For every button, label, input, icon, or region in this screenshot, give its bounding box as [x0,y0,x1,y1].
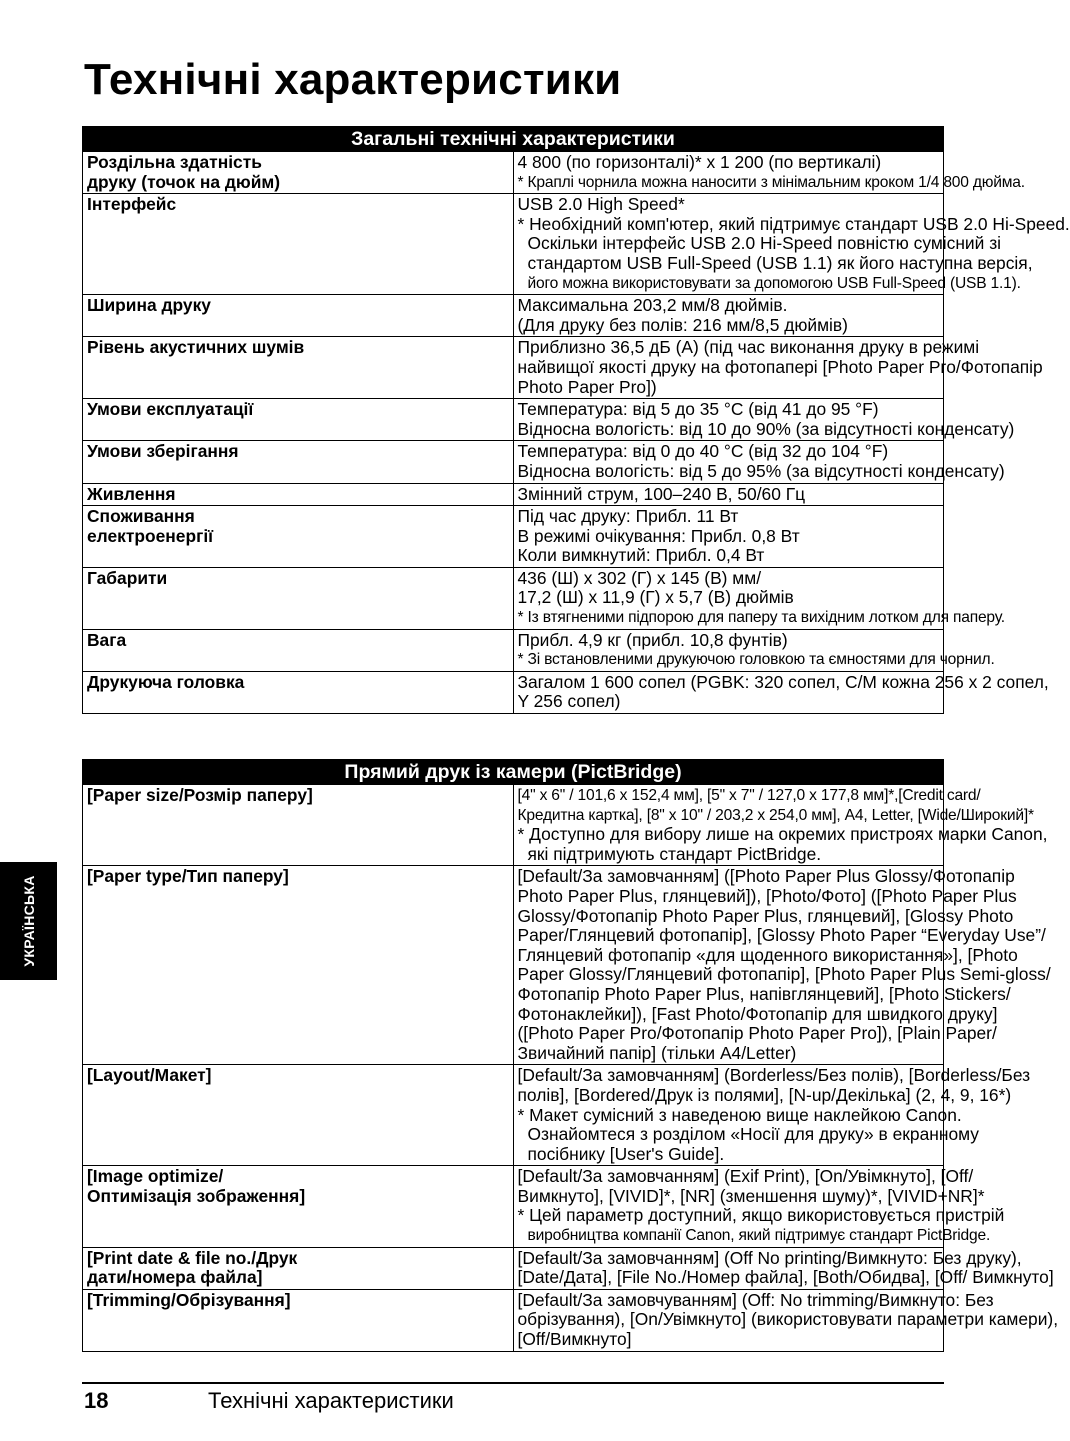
spec-value-line: (Для друку без полів: 216 мм/8,5 дюймів) [517,314,848,335]
spec-value-line: Коли вимкнутий: Прибл. 0,4 Вт [517,545,765,566]
spec-value [513,152,1025,194]
spec-value-line: Y 256 сопел) [517,691,621,712]
footer-title: Технічні характеристики [208,1388,454,1413]
spec-value-line: Температура: від 0 до 40 °C (від 32 до 104 °F) [517,441,889,462]
spec-label [83,785,514,866]
spec-value-line: Photo Paper Pro]) [517,376,657,397]
spec-footnote: Ознайомтеся з розділом «Носії для друку» в екранному [527,1124,979,1145]
spec-value [513,1247,1054,1289]
spec-value-line: Вимкнуто], [VIVID]*, [NR] (зменшення шуму)*, [VIVID+NR]* [517,1185,985,1206]
spec-label-line: [Print date & file no./Друк [87,1247,298,1268]
spec-footnote: * Із втягненими підпорою для паперу та вихідним лотком для паперу. [517,609,1005,627]
spec-value [513,785,1048,866]
spec-value [513,671,1049,713]
spec-value-line: полів], [Bordered/Друк із полями], [N-up/Декілька] (2, 4, 9, 16*) [517,1084,1012,1105]
spec-label-line: Друкуюча головка [87,671,245,692]
spec-row [83,866,944,1065]
spec-footnote: * Краплі чорнила можна наносити з мінімальним кроком 1/4 800 дюйма. [517,173,1025,191]
spec-value-line: Фотопапір Photo Paper Plus, напівглянцевий], [Photo Stickers/ [517,983,1011,1004]
spec-label [83,1166,514,1247]
spec-value-line: Фотонаклейки]), [Fast Photo/Фотопапір для швидкого друку] [517,1003,998,1024]
spec-footnote: * Доступно для вибору лише на окремих пристроях марки Canon, [517,824,1048,845]
spec-label [83,1247,514,1289]
spec-value [513,1065,1031,1166]
spec-label [83,629,514,671]
spec-label-line: [Paper size/Розмір паперу] [87,785,313,805]
spec-value [513,483,944,506]
spec-label-line: [Image optimize/ [87,1166,224,1187]
spec-value-line: [Default/За замовчанням] (Off No printing/Вимкнуто: Без друку), [517,1247,1022,1268]
spec-value-line: Photo Paper Plus, глянцевий]), [Photo/Фото] ([Photo Paper Plus [517,885,1017,906]
table-header: Прямий друк із камери (PictBridge) [83,760,944,785]
spec-value [513,295,944,337]
spec-value-line: ([Photo Paper Pro/Фотопапір Photo Paper Pro]), [Plain Paper/ [517,1023,997,1044]
language-side-tab [0,862,57,980]
spec-label [83,399,514,441]
spec-value-line: [Default/За замовчанням] ([Photo Paper Plus Glossy/Фотопапір [517,866,1015,887]
spec-value-line: Звичайний папір] (тільки A4/Letter) [517,1042,797,1063]
spec-label-line: Рівень акустичних шумів [87,337,305,358]
spec-value [513,866,1051,1065]
spec-label-line: Оптимізація зображення] [87,1185,306,1206]
spec-row [83,337,944,399]
spec-footnote: Оскільки інтерфейс USB 2.0 Hi-Speed повністю сумісний зі [527,233,1002,254]
spec-footnote: * Зі встановленими друкуючою головкою та ємностями для чорнил. [517,651,995,669]
spec-label [83,506,514,568]
spec-row [83,1289,944,1351]
spec-label [83,866,514,1065]
spec-value [513,1166,1005,1247]
spec-value-line: [Default/За замовчуванням] (Off: No trimming/Вимкнуто: Без [517,1289,994,1310]
spec-row [83,483,944,506]
spec-value [513,194,1070,295]
spec-label [83,295,514,337]
spec-value-line: [Date/Дата], [File No./Номер файла], [Both/Обидва], [Off/ Вимкнуто] [517,1267,1054,1288]
spec-value [513,1289,1059,1351]
spec-value [513,399,1015,441]
spec-label [83,483,514,506]
spec-label [83,1065,514,1166]
spec-footnote: які підтримують стандарт PictBridge. [527,843,822,864]
spec-label [83,152,514,194]
spec-value [513,567,1005,629]
spec-label-line: Інтерфейс [87,194,177,215]
spec-value-line: [Off/Вимкнуто] [517,1329,632,1350]
spec-value [513,441,1005,483]
spec-footnote: * Цей параметр доступний, якщо використовується пристрій [517,1205,1005,1226]
spec-label-line: Роздільна здатність [87,152,262,172]
spec-value-line: [Default/За замовчанням] (Borderless/Без полів), [Borderless/Без [517,1065,1031,1086]
spec-value-line: Приблизно 36,5 дБ (A) (під час виконання друку в режимі [517,337,980,358]
spec-value-line: Glossy/Фотопапір Photo Paper Plus, глянцевий], [Glossy Photo [517,905,1014,926]
spec-value-line: В режимі очікування: Прибл. 0,8 Вт [517,525,800,546]
spec-footnote: посібнику [User's Guide]. [527,1143,725,1164]
spec-value-line: Змінний струм, 100–240 В, 50/60 Гц [517,483,806,504]
spec-value-line: 4 800 (по горизонталі)* x 1 200 (по вертикалі) [517,152,882,172]
spec-row [83,1247,944,1289]
spec-label-line: Габарити [87,567,168,588]
spec-row [83,785,944,866]
spec-label-line: Споживання [87,506,195,527]
pictbridge-specs-table [82,759,1059,1352]
spec-footnote: виробництва компанії Canon, який підтримує стандарт PictBridge. [527,1227,991,1245]
spec-value-line: 436 (Ш) x 302 (Г) x 145 (В) мм/ [517,567,762,588]
spec-footnote: стандартом USB Full-Speed (USB 1.1) як його наступна версія, [527,252,1033,273]
spec-row [83,152,944,194]
spec-value-line: Paper/Глянцевий фотопапір], [Glossy Photo Paper “Everyday Use”/ [517,925,1046,946]
spec-value-line: Температура: від 5 до 35 °C (від 41 до 95 °F) [517,399,879,420]
spec-value-line: найвищої якості друку на фотопапері [Photo Paper Pro/Фотопапір [517,356,1043,377]
spec-label-line: дати/номера файла] [87,1267,263,1288]
spec-label-line: Ширина друку [87,295,211,316]
spec-label [83,1289,514,1351]
spec-label-line: Умови експлуатації [87,399,254,420]
spec-value-line: [Default/За замовчанням] (Exif Print), [On/Увімкнуто], [Off/ [517,1166,974,1187]
spec-value-line: Paper Glossy/Глянцевий фотопапір], [Photo Paper Plus Semi-gloss/ [517,964,1051,985]
spec-label-line: Умови зберігання [87,441,239,462]
table-header: Загальні технічні характеристики [83,127,944,152]
spec-row [83,194,944,295]
spec-value-line: Максимальна 203,2 мм/8 дюймів. [517,295,788,316]
spec-value [513,629,995,671]
side-tab-label: УКРАЇНСЬКА [20,875,37,967]
spec-label [83,671,514,713]
spec-value-line: 17,2 (Ш) x 11,9 (Г) x 5,7 (В) дюймів [517,587,794,608]
spec-value-line: Відносна вологість: від 10 до 90% (за відсутності конденсату) [517,418,1015,439]
spec-value [513,506,944,568]
spec-value-line: обрізування), [On/Увімкнуто] (використовувати параметри камери), [517,1309,1059,1330]
spec-row [83,1065,944,1166]
spec-footnote: * Необхідний комп'ютер, який підтримує стандарт USB 2.0 Hi-Speed. [517,213,1070,234]
spec-label [83,194,514,295]
spec-label [83,337,514,399]
spec-row [83,567,944,629]
spec-label [83,567,514,629]
spec-row [83,506,944,568]
spec-value-line: Глянцевий фотопапір «для щоденного використання»], [Photo [517,944,1018,965]
page-title: Технічні характеристики [84,55,622,104]
spec-row [83,399,944,441]
page-number: 18 [84,1388,109,1413]
spec-value-line: USB 2.0 High Speed* [517,194,685,215]
spec-row [83,629,944,671]
spec-label-line: [Trimming/Обрізування] [87,1289,291,1310]
spec-row [83,441,944,483]
spec-label-line: [Layout/Макет] [87,1065,212,1086]
spec-row [83,1166,944,1247]
spec-value [513,337,1043,399]
spec-label-line: [Paper type/Тип паперу] [87,866,289,887]
spec-footnote: * Макет сумісний з наведеною вище наклейкою Canon. [517,1104,962,1125]
spec-row [83,671,944,713]
spec-row [83,295,944,337]
spec-label-line: Вага [87,629,127,650]
spec-value-line: Під час друку: Прибл. 11 Вт [517,506,739,527]
spec-value-line: [4" x 6" / 101,6 x 152,4 мм], [5" x 7" / 127,0 x 177,8 мм]*,[Credit card/ [517,787,981,804]
spec-label-line: друку (точок на дюйм) [87,171,281,192]
footer-divider [82,1382,944,1384]
spec-label-line: електроенергії [87,525,214,546]
spec-value-line: Відносна вологість: від 5 до 95% (за відсутності конденсату) [517,460,1005,481]
spec-value-line: Прибл. 4,9 кг (прибл. 10,8 фунтів) [517,629,788,650]
spec-label-line: Живлення [87,483,176,504]
spec-value-line: Загалом 1 600 сопел (PGBK: 320 сопел, C/M кожна 256 x 2 сопел, [517,671,1049,692]
spec-value-line: Кредитна картка], [8" x 10" / 203,2 x 254,0 мм], A4, Letter, [Wide/Широкий]* [517,806,1034,824]
general-specs-table [82,126,1070,714]
spec-label [83,441,514,483]
spec-footnote: його можна використовувати за допомогою USB Full-Speed (USB 1.1). [527,274,1021,292]
